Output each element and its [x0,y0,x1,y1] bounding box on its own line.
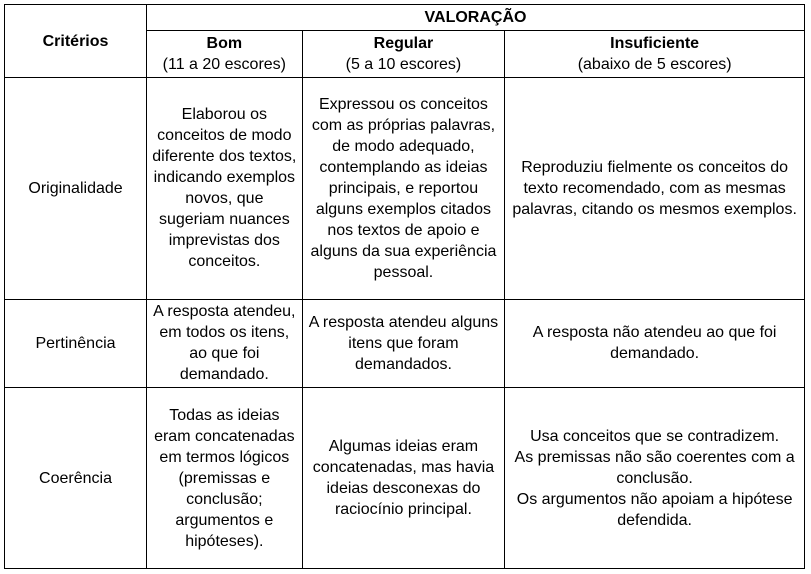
rubric-table [4,4,805,569]
table-row-originalidade [5,78,805,299]
level-range-bom: (11 a 20 escores) [162,56,286,74]
criterion-cell: Coerência [5,388,147,569]
level-name-regular: Regular [373,35,434,53]
cell-line: As premissas não são coerentes com a conclusão. [514,448,795,487]
cell-line: Os argumentos não apoiam a hipótese defendida. [516,490,793,529]
level-range-regular: (5 a 10 escores) [345,56,462,74]
level-name-insuficiente: Insuficiente [610,35,700,53]
cell-bom: Todas as ideias eram concatenadas em termos lógicos (premissas e conclusão; argumentos e hipóteses). [147,388,303,569]
level-header-regular [302,31,505,78]
table-row-coerencia [5,388,805,569]
cell-regular: Expressou os conceitos com as próprias palavras, de modo adequado, contemplando as ideias principais, e reportou alguns exemplos citados nos textos de apoio e alguns da sua experiência pessoal. [302,78,505,299]
level-name-bom: Bom [206,35,243,53]
cell-insuficiente: Reproduziu fielmente os conceitos do texto recomendado, com as mesmas palavras, citando os mesmos exemplos. [505,78,805,299]
valoracao-header: VALORAÇÃO [147,5,805,31]
cell-line: Usa conceitos que se contradizem. [530,427,780,445]
criteria-header: Critérios [5,5,147,78]
cell-bom: A resposta atendeu, em todos os itens, ao que foi demandado. [147,299,303,387]
criterion-cell: Originalidade [5,78,147,299]
header-row-group [5,5,805,31]
level-header-insuficiente [505,31,805,78]
cell-insuficiente [505,388,805,569]
level-range-insuficiente: (abaixo de 5 escores) [577,56,732,74]
cell-insuficiente: A resposta não atendeu ao que foi demandado. [505,299,805,387]
table-row-pertinencia [5,299,805,387]
cell-regular: A resposta atendeu alguns itens que foram demandados. [302,299,505,387]
criterion-cell: Pertinência [5,299,147,387]
level-header-bom [147,31,303,78]
cell-bom: Elaborou os conceitos de modo diferente dos textos, indicando exemplos novos, que sugeriam nuances imprevistas dos conceitos. [147,78,303,299]
cell-regular: Algumas ideias eram concatenadas, mas havia ideias desconexas do raciocínio principal. [302,388,505,569]
